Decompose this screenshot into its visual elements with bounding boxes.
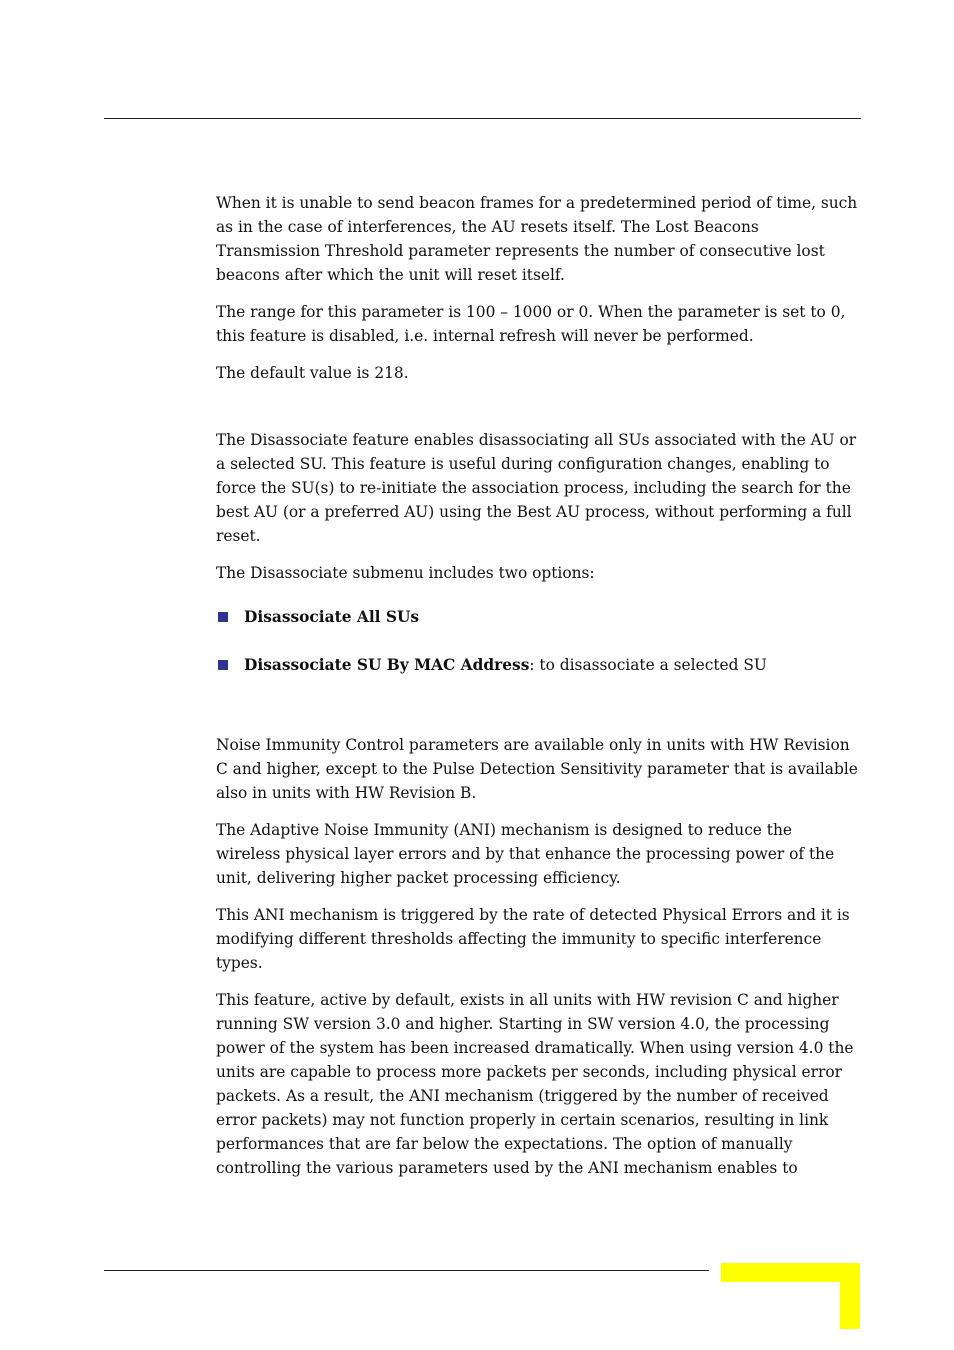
paragraph: Noise Immunity Control parameters are available only in units with HW Revision C and higher, except to the Pulse Detection Sensitivity parameter that is available also in units with HW Revision B. bbox=[216, 736, 858, 802]
paragraph: The Disassociate submenu includes two options: bbox=[216, 564, 595, 582]
list-item bbox=[216, 605, 860, 629]
bullet-text: : to disassociate a selected SU bbox=[529, 656, 767, 674]
section-spacer bbox=[216, 398, 860, 428]
square-bullet-icon bbox=[218, 612, 228, 622]
square-bullet-icon bbox=[218, 660, 228, 670]
page-tab-marker-edge bbox=[840, 1263, 860, 1329]
list-item bbox=[216, 653, 860, 677]
section-lost-beacons bbox=[216, 191, 860, 385]
page-body bbox=[216, 191, 860, 1193]
bullet-title: Disassociate SU By MAC Address bbox=[244, 656, 530, 674]
section-spacer bbox=[216, 701, 860, 733]
paragraph: The range for this parameter is 100 – 1000 or 0. When the parameter is set to 0, this feature is disabled, i.e. internal refresh will never be performed. bbox=[216, 303, 846, 345]
paragraph: The default value is 218. bbox=[216, 364, 409, 382]
section-disassociate bbox=[216, 428, 860, 677]
section-noise-immunity bbox=[216, 733, 860, 1180]
header-rule bbox=[104, 118, 861, 119]
paragraph: This ANI mechanism is triggered by the rate of detected Physical Errors and it is modifying different thresholds affecting the immunity to specific interference types. bbox=[216, 906, 850, 972]
paragraph: This feature, active by default, exists in all units with HW revision C and higher running SW version 3.0 and higher. Starting in SW version 4.0, the processing power of the system has been increased dramatically. When using version 4.0 the units are capable to process more packets per seconds, including physical error packets. As a result, the ANI mechanism (triggered by the number of received error packets) may not function properly in certain scenarios, resulting in link performances that are far below the expectations. The option of manually controlling the various parameters used by the ANI mechanism enables to bbox=[216, 991, 854, 1177]
paragraph: When it is unable to send beacon frames for a predetermined period of time, such as in the case of interferences, the AU resets itself. The Lost Beacons Transmission Threshold parameter represents the number of consecutive lost beacons after which the unit will reset itself. bbox=[216, 194, 858, 284]
bullet-list bbox=[216, 605, 860, 677]
bullet-title: Disassociate All SUs bbox=[244, 608, 420, 626]
paragraph: The Disassociate feature enables disassociating all SUs associated with the AU or a selected SU. This feature is useful during configuration changes, enabling to force the SU(s) to re-initiate the association process, including the search for the best AU (or a preferred AU) using the Best AU process, without performing a full reset. bbox=[216, 431, 857, 545]
paragraph: The Adaptive Noise Immunity (ANI) mechanism is designed to reduce the wireless physical layer errors and by that enhance the processing power of the unit, delivering higher packet processing efficiency. bbox=[216, 821, 835, 887]
footer-rule bbox=[104, 1270, 709, 1271]
